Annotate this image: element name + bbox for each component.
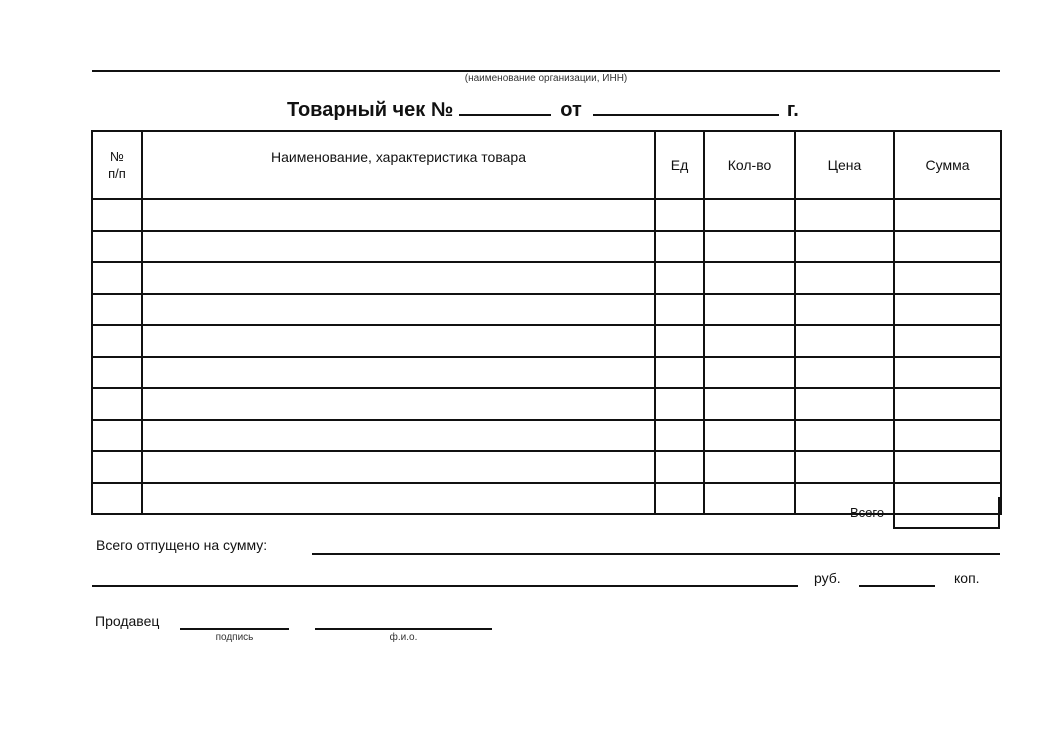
signature-line[interactable]: [180, 628, 289, 630]
cell-name[interactable]: [142, 388, 655, 420]
organization-caption: (наименование организации, ИНН): [464, 73, 628, 84]
cell-name[interactable]: [142, 451, 655, 483]
title-prefix: Товарный чек №: [287, 99, 454, 121]
receipt-number-field[interactable]: [459, 98, 551, 116]
cell-sum[interactable]: [894, 199, 1001, 231]
table-row: [92, 262, 1001, 294]
organization-line: [92, 70, 1000, 72]
amount-words-line[interactable]: [92, 585, 798, 587]
seller-name-line[interactable]: [315, 628, 492, 630]
table-row: [92, 420, 1001, 452]
cell-number[interactable]: [92, 231, 142, 263]
cell-sum[interactable]: [894, 325, 1001, 357]
title-year-suffix: г.: [786, 99, 799, 121]
cell-price[interactable]: [795, 199, 894, 231]
header-sum: Сумма: [894, 131, 1001, 199]
receipt-date-field[interactable]: [593, 98, 779, 116]
table-row: [92, 325, 1001, 357]
cell-number[interactable]: [92, 388, 142, 420]
cell-sum[interactable]: [894, 231, 1001, 263]
table-header-row: [92, 131, 1001, 199]
seller-label: Продавец: [95, 613, 160, 629]
cell-number[interactable]: [92, 294, 142, 326]
seller-name-caption: ф.и.о.: [389, 632, 418, 643]
kopeck-line[interactable]: [859, 585, 935, 587]
title-from: от: [560, 99, 582, 121]
cell-name[interactable]: [142, 231, 655, 263]
cell-sum[interactable]: [894, 262, 1001, 294]
cell-number[interactable]: [92, 420, 142, 452]
cell-sum[interactable]: [894, 357, 1001, 389]
cell-unit[interactable]: [655, 451, 704, 483]
cell-number[interactable]: [92, 199, 142, 231]
cell-name[interactable]: [142, 357, 655, 389]
cell-number[interactable]: [92, 451, 142, 483]
cell-quantity[interactable]: [704, 451, 795, 483]
cell-price[interactable]: [795, 262, 894, 294]
cell-price[interactable]: [795, 420, 894, 452]
released-amount-line[interactable]: [312, 553, 1000, 555]
kop-label: коп.: [954, 570, 980, 586]
goods-table: [91, 130, 1002, 515]
cell-sum[interactable]: [894, 420, 1001, 452]
cell-quantity[interactable]: [704, 388, 795, 420]
cell-price[interactable]: [795, 325, 894, 357]
cell-quantity[interactable]: [704, 483, 795, 515]
header-number: № п/п: [92, 131, 142, 199]
cell-name[interactable]: [142, 262, 655, 294]
table-row: [92, 294, 1001, 326]
cell-quantity[interactable]: [704, 325, 795, 357]
table-row: [92, 199, 1001, 231]
cell-name[interactable]: [142, 294, 655, 326]
goods-table-body: [92, 199, 1001, 514]
table-row: [92, 451, 1001, 483]
cell-name[interactable]: [142, 483, 655, 515]
cell-price[interactable]: [795, 451, 894, 483]
cell-name[interactable]: [142, 420, 655, 452]
cell-unit[interactable]: [655, 199, 704, 231]
cell-quantity[interactable]: [704, 199, 795, 231]
receipt-title: [287, 98, 799, 122]
total-sum-cell[interactable]: [893, 497, 1000, 529]
cell-name[interactable]: [142, 199, 655, 231]
header-price: Цена: [795, 131, 894, 199]
cell-number[interactable]: [92, 262, 142, 294]
table-row: [92, 231, 1001, 263]
cell-number[interactable]: [92, 357, 142, 389]
cell-name[interactable]: [142, 325, 655, 357]
cell-number[interactable]: [92, 325, 142, 357]
cell-unit[interactable]: [655, 483, 704, 515]
header-unit: Ед: [655, 131, 704, 199]
cell-unit[interactable]: [655, 294, 704, 326]
table-row: [92, 388, 1001, 420]
cell-quantity[interactable]: [704, 357, 795, 389]
cell-quantity[interactable]: [704, 420, 795, 452]
header-quantity: Кол-во: [704, 131, 795, 199]
cell-quantity[interactable]: [704, 294, 795, 326]
cell-price[interactable]: [795, 388, 894, 420]
cell-unit[interactable]: [655, 420, 704, 452]
cell-unit[interactable]: [655, 357, 704, 389]
cell-price[interactable]: [795, 294, 894, 326]
cell-quantity[interactable]: [704, 231, 795, 263]
rub-label: руб.: [814, 570, 841, 586]
table-row: [92, 357, 1001, 389]
signature-caption: подпись: [215, 632, 254, 643]
cell-unit[interactable]: [655, 325, 704, 357]
cell-sum[interactable]: [894, 451, 1001, 483]
total-label: Всего: [850, 505, 885, 520]
cell-number[interactable]: [92, 483, 142, 515]
cell-price[interactable]: [795, 231, 894, 263]
cell-unit[interactable]: [655, 262, 704, 294]
cell-price[interactable]: [795, 357, 894, 389]
cell-sum[interactable]: [894, 388, 1001, 420]
released-amount-label: Всего отпущено на сумму:: [96, 537, 268, 553]
cell-unit[interactable]: [655, 231, 704, 263]
header-name: Наименование, характеристика товара: [142, 131, 655, 199]
cell-sum[interactable]: [894, 294, 1001, 326]
cell-unit[interactable]: [655, 388, 704, 420]
cell-quantity[interactable]: [704, 262, 795, 294]
